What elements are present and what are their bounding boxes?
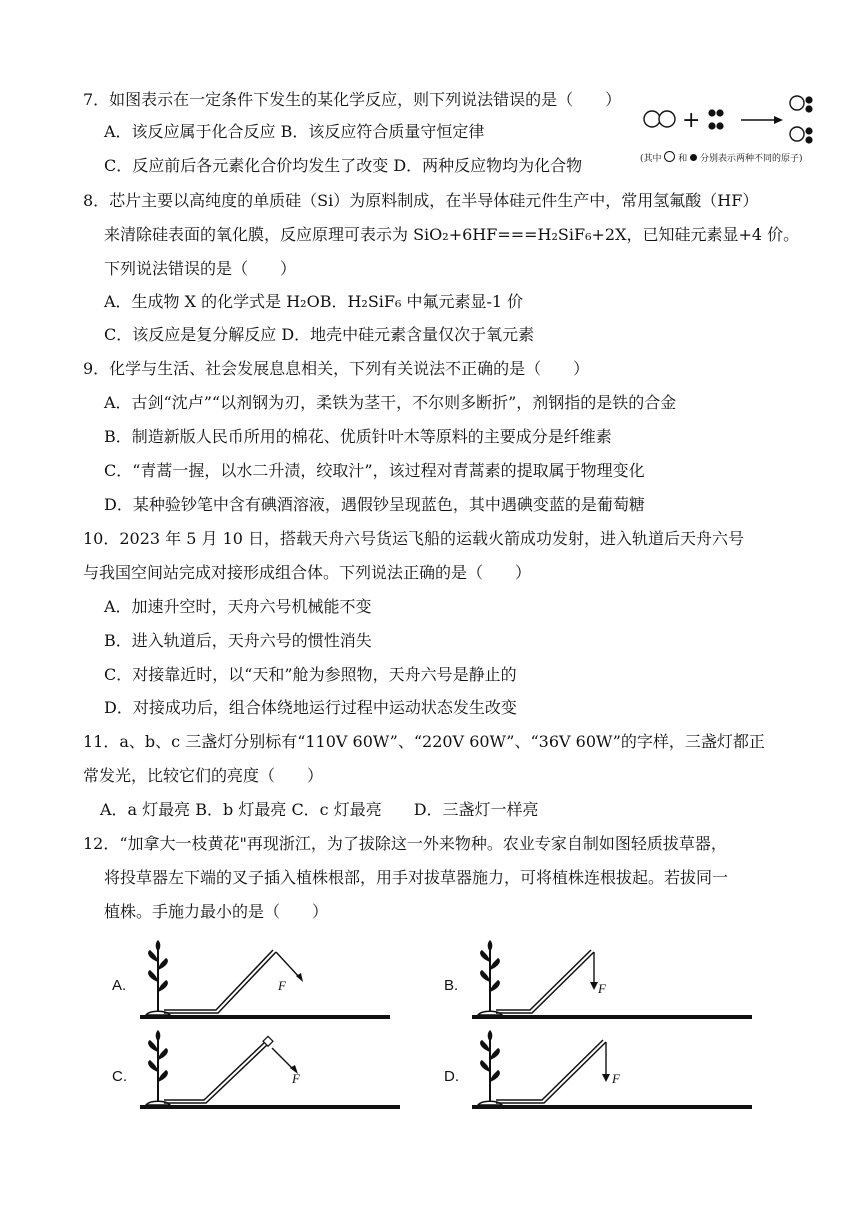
white-atom-icon bbox=[659, 111, 675, 127]
product-black-atom-icon bbox=[805, 127, 812, 134]
caption-part-c: 分别表示两种不同的原子) bbox=[700, 154, 803, 164]
figure-c-force-label: F bbox=[292, 1071, 300, 1086]
figure-a-force-label: F bbox=[278, 978, 286, 993]
q12-stem-line3: 植株。手施力最小的是（ ） bbox=[104, 902, 329, 921]
q8-stem-line2: 来清除硅表面的氧化膜，反应原理可表示为 SiO₂+6HF===H₂SiF₆+2X，已知硅元素显+4 价。 bbox=[104, 225, 800, 244]
weeder-figure-b bbox=[472, 940, 752, 1020]
black-atom-icon bbox=[708, 122, 715, 129]
q9-option-d: D．某种验钞笔中含有碘酒溶液，遇假钞呈现蓝色，其中遇碘变蓝的是葡萄糖 bbox=[104, 495, 645, 514]
q8-stem-line1: 8．芯片主要以高纯度的单质硅（Si）为原料制成，在半导体硅元件生产中，常用氢氟酸（HF） bbox=[83, 191, 759, 210]
q9-option-b: B．制造新版人民币所用的棉花、优质针叶木等原料的主要成分是纤维素 bbox=[104, 427, 612, 446]
product-white-atom-icon bbox=[790, 127, 804, 141]
q10-option-d: D．对接成功后，组合体绕地运行过程中运动状态发生改变 bbox=[104, 698, 517, 717]
figure-c-label: C. bbox=[112, 1068, 127, 1085]
reaction-diagram bbox=[640, 92, 840, 152]
q9-stem: 9．化学与生活、社会发展息息相关，下列有关说法不正确的是（ ） bbox=[83, 359, 590, 378]
figure-d-force-label: F bbox=[612, 1071, 620, 1086]
caption-part-a: (其中 bbox=[640, 154, 662, 164]
q11-stem-line1: 11．a、b、c 三盏灯分别标有“110V 60W”、“220V 60W”、“36V 60W”的字样，三盏灯都正 bbox=[83, 732, 765, 751]
q12-stem-line1: 12．“加拿大一枝黄花"再现浙江，为了拔除这一外来物种。农业专家自制如图轻质拔草器， bbox=[83, 834, 727, 853]
q8-options-ab: A．生成物 X 的化学式是 H₂OB．H₂SiF₆ 中氟元素显-1 价 bbox=[104, 292, 524, 311]
product-white-atom-icon bbox=[790, 96, 804, 110]
q10-option-a: A．加速升空时，天舟六号机械能不变 bbox=[104, 597, 372, 616]
q10-option-b: B．进入轨道后，天舟六号的惯性消失 bbox=[104, 631, 372, 650]
white-atom-legend-icon bbox=[664, 151, 675, 162]
product-black-atom-icon bbox=[805, 96, 812, 103]
white-atom-icon bbox=[644, 111, 660, 127]
plus-sign: + bbox=[682, 108, 701, 133]
product-black-atom-icon bbox=[805, 105, 812, 112]
q9-option-c: C．“青蒿一握，以水二升渍，绞取汁”，该过程对青蒿素的提取属于物理变化 bbox=[104, 461, 645, 480]
q10-stem-line1: 10．2023 年 5 月 10 日，搭载天舟六号货运飞船的运载火箭成功发射，进入轨道后天舟六号 bbox=[83, 529, 745, 548]
figure-a-label: A. bbox=[112, 977, 127, 994]
black-atom-icon bbox=[708, 109, 715, 116]
q11-options: A．a 灯最亮 B．b 灯最亮 C．c 灯最亮 D．三盏灯一样亮 bbox=[100, 800, 539, 819]
figure-d-label: D. bbox=[444, 1068, 459, 1085]
figure-b-label: B. bbox=[444, 977, 459, 994]
caption-part-b: 和 bbox=[678, 154, 688, 164]
q12-stem-line2: 将投草器左下端的叉子插入植株根部，用手对拔草器施力，可将植株连根拔起。若拔同一 bbox=[104, 868, 729, 887]
q10-option-c: C．对接靠近时，以“天和”舱为参照物，天舟六号是静止的 bbox=[104, 665, 517, 684]
product-black-atom-icon bbox=[805, 136, 812, 143]
q8-stem-line3: 下列说法错误的是（ ） bbox=[104, 259, 297, 278]
q11-stem-line2: 常发光，比较它们的亮度（ ） bbox=[83, 766, 324, 785]
q8-options-cd: C．该反应是复分解反应 D．地壳中硅元素含量仅次于氧元素 bbox=[104, 325, 535, 344]
q9-option-a: A．古剑“沈卢”“以剂钢为刃，柔铁为茎干，不尔则多断折”，剂钢指的是铁的合金 bbox=[104, 393, 677, 412]
weeder-figure-c bbox=[140, 1030, 400, 1110]
figure-caption bbox=[640, 151, 803, 164]
weeder-figure-a bbox=[140, 940, 390, 1020]
q7-stem: 7．如图表示在一定条件下发生的某化学反应，则下列说法错误的是（ ） bbox=[83, 90, 622, 109]
plant-icon bbox=[148, 940, 168, 1012]
q7-options-cd: C．反应前后各元素化合价均发生了改变 D．两种反应物均为化合物 bbox=[104, 156, 583, 175]
plant-icon bbox=[480, 1030, 500, 1102]
figure-b-force-label: F bbox=[598, 981, 606, 996]
q10-stem-line2: 与我国空间站完成对接形成组合体。下列说法正确的是（ ） bbox=[83, 563, 532, 582]
black-atom-legend-icon bbox=[690, 154, 697, 161]
black-atom-icon bbox=[716, 109, 723, 116]
q7-options-ab: A．该反应属于化合反应 B．该反应符合质量守恒定律 bbox=[104, 122, 485, 141]
black-atom-icon bbox=[716, 122, 723, 129]
plant-icon bbox=[148, 1030, 168, 1102]
plant-icon bbox=[480, 940, 500, 1012]
